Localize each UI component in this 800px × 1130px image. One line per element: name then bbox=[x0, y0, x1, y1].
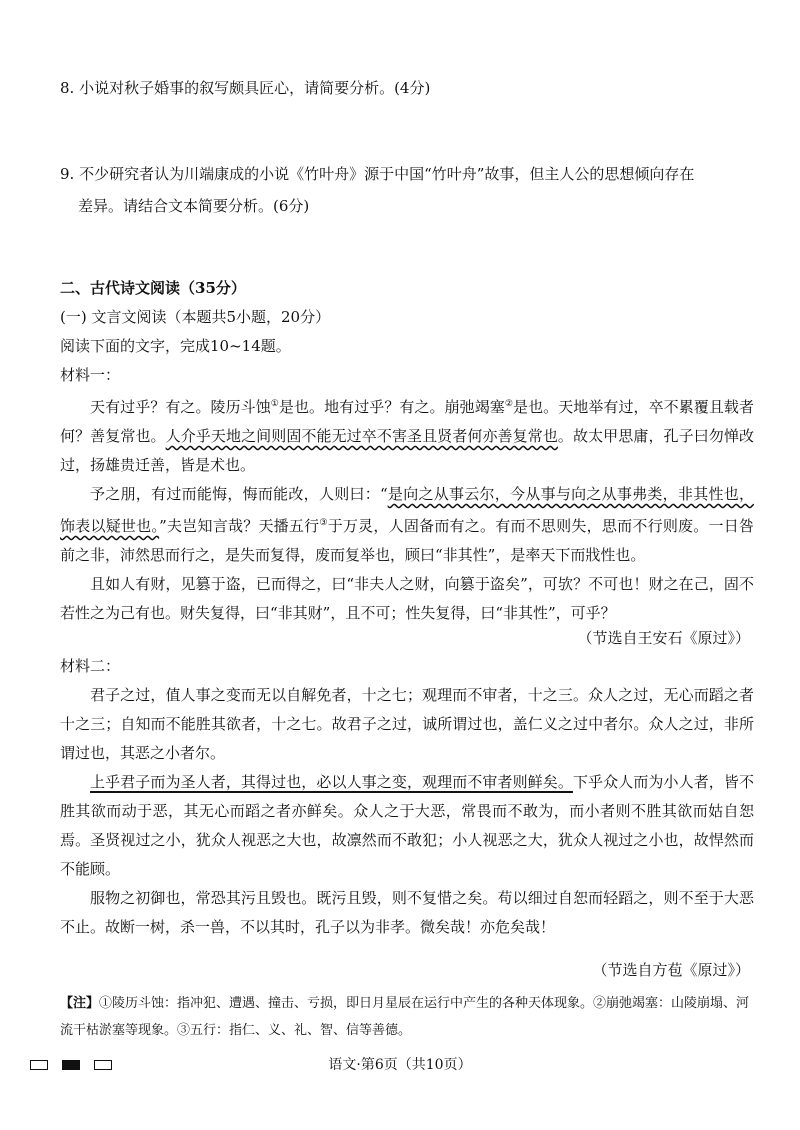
question-8: 8. 小说对秋子婚事的叙写颇具匠心，请简要分析。(4分) bbox=[60, 79, 431, 97]
material1-passage bbox=[60, 390, 754, 628]
page-number: 语文·第6页（共10页） bbox=[328, 1057, 472, 1073]
material2-para2: 上乎君子而为圣人者，其得过也，必以人事之变，观理而不审者则鲜矣。下乎众人而为小人者，皆不胜其欲而动于恶，其无心而蹈之者亦鲜矣。众人之于大恶，常畏而不敢为，而小者则不胜其欲而姑自恕焉。圣贤视过之小，犹众人视恶之大也，故凛然而不敢犯；小人视恶之大，犹众人视过之小也，故悍然而不能顾。 bbox=[60, 773, 754, 878]
underlined-sentence: 人介乎天地之间则固不能无过卒不害圣且贤者何亦善复常也 bbox=[165, 427, 558, 445]
material1-para3: 且如人有财，见篡于盗，已而得之，曰“非夫人之财，向篡于盗矣”，可欤？不可也！财之在己，固不若性之为己有也。财失复得，曰“非其财”，且不可；性失复得，曰“非其性”，可乎？ bbox=[60, 575, 754, 622]
material2-para1: 君子之过，值人事之变而无以自解免者，十之七；观理而不审者，十之三。众人之过，无心而蹈之者十之三；自知而不能胜其欲者，十之七。故君子之过，诚所谓过也，盖仁义之过中者尔。众人之过，非所谓过也，其恶之小者尔。 bbox=[60, 686, 754, 762]
section-title: 二、古代诗文阅读（35分） bbox=[60, 279, 246, 297]
underlined-sentence: 是向之从事云尔，今从事与向之从事弗类，非其性也，饰表以疑世也。 bbox=[60, 485, 754, 535]
page-footer bbox=[0, 1052, 800, 1080]
question-9-line2: 差异。请结合文本简要分析。(6分) bbox=[78, 197, 310, 215]
instruction: 阅读下面的文字，完成10~14题。 bbox=[60, 337, 291, 355]
subsection-title: (一) 文言文阅读（本题共5小题，20分） bbox=[60, 308, 331, 326]
material2-label: 材料二： bbox=[60, 657, 121, 675]
question-9-line1: 9. 不少研究者认为川端康成的小说《竹叶舟》源于中国“竹叶舟”故事，但主人公的思想倾向存在 bbox=[60, 165, 695, 183]
material1-source: （节选自王安石《原过》） bbox=[577, 629, 750, 647]
annotation-note: 【注】①陵历斗蚀：指冲犯、遭遇、撞击、亏损，即日月星辰在运行中产生的各种天体现象。②崩弛竭塞：山陵崩塌、河流干枯淤塞等现象。③五行：指仁、义、礼、智、信等善德。 bbox=[60, 996, 750, 1038]
material2-source: （节选自方苞《原过》） bbox=[592, 961, 750, 979]
question-9 bbox=[60, 158, 750, 222]
underlined-sentence: 上乎君子而为圣人者，其得过也，必以人事之变，观理而不审者则鲜矣。 bbox=[90, 773, 573, 791]
material2-passage bbox=[60, 681, 754, 942]
material1-para1: 天有过乎？有之。陵历斗蚀①是也。地有过乎？有之。崩弛竭塞②是也。天地举有过，卒不累覆且载者何？善复常也。人介乎天地之间则固不能无过卒不害圣且贤者何亦善复常也。故太甲思庸，孔子曰勿惮改过，扬雄贵迁善，皆是术也。 bbox=[60, 398, 754, 474]
material1-label: 材料一： bbox=[60, 366, 121, 384]
material2-para3: 服物之初御也，常恐其污且毁也。既污且毁，则不复惜之矣。苟以细过自恕而轻蹈之，则不至于大恶不止。故断一树，杀一兽，不以其时，孔子以为非孝。微矣哉！亦危矣哉！ bbox=[60, 889, 754, 936]
material1-para2: 予之朋，有过而能悔，悔而能改，人则曰：“是向之从事云尔，今从事与向之从事弗类，非其性也，饰表以疑世也。”夫岂知言哉？天播五行③于万灵，人固备而有之。有而不思则失，思而不行则废。一日咎前之非，沛然思而行之，是失而复得，废而复举也，顾曰“非其性”，是率天下而戕性也。 bbox=[60, 485, 754, 564]
